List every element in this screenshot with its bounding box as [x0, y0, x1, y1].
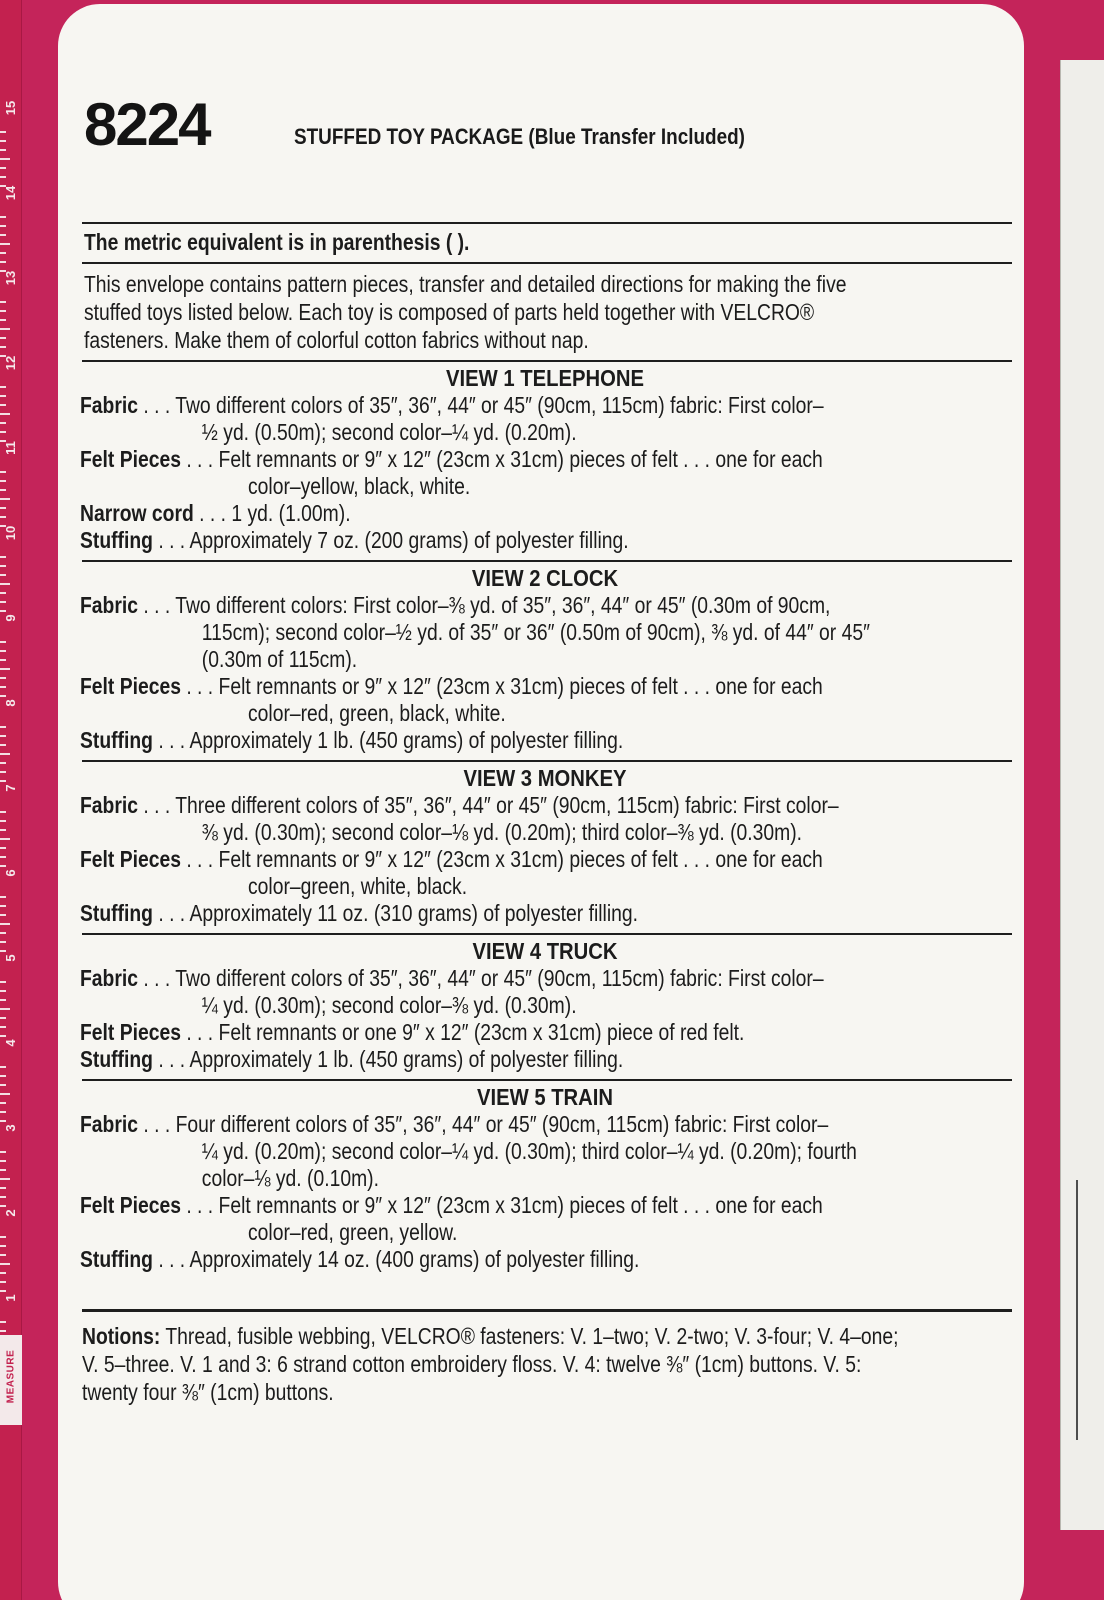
spec-line: Approximately 1 lb. (450 grams) of polyester filling.: [189, 727, 624, 753]
view-heading: VIEW 4 TRUCK: [472, 938, 618, 964]
spec-line: ½ yd. (0.50m); second color–¼ yd. (0.20m).: [201, 419, 577, 445]
ruler-mark: [0, 404, 6, 406]
ruler-mark: [0, 1281, 6, 1283]
ruler-mark: [0, 328, 10, 330]
spec-entry: [80, 1019, 1012, 1046]
ruler-mark: [0, 158, 10, 160]
ruler-mark: [0, 905, 6, 907]
spec-label: Stuffing: [80, 1046, 153, 1072]
spec-line: color–green, white, black.: [248, 873, 468, 899]
spec-line: Felt remnants or one 9″ x 12″ (23cm x 31cm) piece of red felt.: [218, 1019, 745, 1045]
spec-entry-first-line: [80, 500, 1012, 527]
notions-label: Notions:: [82, 1323, 161, 1349]
ruler-mark: [0, 923, 10, 925]
divider: [82, 760, 1012, 762]
ruler-mark: [0, 1178, 10, 1180]
spec-label: Felt Pieces: [80, 446, 181, 472]
view-section: [80, 564, 1022, 760]
ruler-mark: [0, 319, 6, 321]
spec-label: Felt Pieces: [80, 846, 181, 872]
ruler-mark: [0, 686, 6, 688]
pattern-title: STUFFED TOY PACKAGE (Blue Transfer Included): [294, 124, 745, 149]
ruler-mark: [0, 176, 6, 178]
ruler-mark: [0, 1111, 6, 1113]
spec-label: Felt Pieces: [80, 673, 181, 699]
spec-line: color–yellow, black, white.: [248, 473, 471, 499]
spec-label: Fabric: [80, 1111, 138, 1137]
spec-entry: [80, 1111, 1012, 1192]
leader-dots: . . .: [193, 500, 232, 526]
spec-line: 115cm); second color–½ yd. of 35″ or 36″ (0.50m of 90cm), ⅜ yd. of 44″ or 45″: [201, 619, 870, 645]
right-edge-strip: [1076, 1180, 1078, 1440]
ruler-mark: [0, 216, 6, 218]
spec-line: Felt remnants or 9″ x 12″ (23cm x 31cm) pieces of felt . . . one for each: [218, 446, 823, 472]
ruler-mark: [0, 471, 6, 473]
ruler-mark: [0, 234, 6, 236]
ruler-tick-label: 7: [3, 784, 18, 792]
view-section: [80, 1083, 1022, 1279]
ruler-mark: [0, 346, 6, 348]
spec-line: Four different colors of 35″, 36″, 44″ or 45″ (90cm, 115cm) fabric: First color–: [175, 1111, 829, 1137]
ruler-mark: [0, 847, 6, 849]
ruler-mark: [0, 726, 6, 728]
ruler-mark: [0, 811, 6, 813]
ruler-mark: [0, 1196, 6, 1198]
ruler-mark: [0, 941, 6, 943]
ruler-mark: [0, 167, 6, 169]
ruler-mark: [0, 641, 6, 643]
intro-line: stuffed toys listed below. Each toy is composed of parts held together with VELCRO®: [84, 299, 815, 325]
spec-line: Approximately 1 lb. (450 grams) of polyester filling.: [189, 1046, 624, 1072]
title-row: [84, 90, 1004, 170]
ruler-mark: [0, 932, 6, 934]
spec-entry-first-line: [80, 965, 1012, 992]
ruler-mark: [0, 735, 6, 737]
notions-first-line: [82, 1322, 1014, 1350]
ruler-mark: [0, 981, 6, 983]
intro-line: fasteners. Make them of colorful cotton fabrics without nap.: [84, 327, 589, 353]
spec-line: ¼ yd. (0.30m); second color–⅜ yd. (0.30m).: [201, 992, 577, 1018]
ruler-mark: [0, 507, 6, 509]
leader-dots: . . .: [137, 392, 176, 418]
ruler-mark: [0, 1272, 6, 1274]
leader-dots: . . .: [180, 1019, 219, 1045]
spacer: [72, 1279, 1022, 1309]
ruler-mark: [0, 1093, 10, 1095]
notions-line: Thread, fusible webbing, VELCRO® fasteners: V. 1–two; V. 2-two; V. 3-four; V. 4–one;: [165, 1323, 899, 1349]
ruler-mark: [0, 668, 10, 670]
spec-entry-first-line: [80, 900, 1012, 927]
spec-entry-first-line: [80, 673, 1012, 700]
ruler-tick-label: 4: [3, 1039, 18, 1047]
spec-entry-first-line: [80, 1046, 1012, 1073]
ruler-mark: [0, 592, 6, 594]
ruler-mark: [0, 1254, 6, 1256]
spec-label: Fabric: [80, 592, 138, 618]
metric-note: The metric equivalent is in parenthesis ( ).: [84, 229, 470, 255]
ruler-measure-label: [0, 1335, 22, 1425]
spec-label: Fabric: [80, 392, 138, 418]
pattern-number: 8224: [84, 91, 210, 158]
ruler-mark: [0, 999, 6, 1001]
ruler-mark: [0, 1321, 6, 1323]
ruler-mark: [0, 252, 6, 254]
leader-dots: . . .: [137, 592, 176, 618]
ruler-mark: [0, 1026, 6, 1028]
ruler-tick-label: 2: [3, 1209, 18, 1217]
spec-entry: [80, 900, 1012, 927]
divider: [82, 262, 1012, 264]
view-heading: VIEW 1 TELEPHONE: [446, 365, 644, 391]
ruler-mark: [0, 1066, 6, 1068]
ruler-tick-label: 11: [3, 441, 18, 455]
ruler-mark: [0, 762, 6, 764]
divider: [82, 1079, 1012, 1081]
spec-entry-first-line: [80, 527, 1012, 554]
spec-entry: [80, 592, 1012, 673]
ruler-tick-label: 14: [3, 185, 18, 201]
spec-entry: [80, 500, 1012, 527]
spec-line: Two different colors: First color–⅜ yd. of 35″, 36″, 44″ or 45″ (0.30m of 90cm,: [175, 592, 831, 618]
spec-line: Felt remnants or 9″ x 12″ (23cm x 31cm) pieces of felt . . . one for each: [218, 1192, 823, 1218]
spec-entry-first-line: [80, 392, 1012, 419]
ruler-mark: [0, 480, 6, 482]
spec-label: Narrow cord: [80, 500, 194, 526]
ruler-mark: [0, 243, 10, 245]
ruler-mark: [0, 771, 6, 773]
ruler-mark: [0, 225, 6, 227]
intro-line: This envelope contains pattern pieces, transfer and detailed directions for making the five: [84, 271, 847, 297]
spec-entry: [80, 965, 1012, 1019]
spec-line: Three different colors of 35″, 36″, 44″ or 45″ (90cm, 115cm) fabric: First color–: [175, 792, 839, 818]
ruler-mark: [0, 1245, 6, 1247]
ruler-mark: [0, 1151, 6, 1153]
spec-line: ¼ yd. (0.20m); second color–¼ yd. (0.30m); third color–¼ yd. (0.20m); fourth: [201, 1138, 857, 1164]
ruler-mark: [0, 753, 10, 755]
ruler-tick-label: 3: [3, 1124, 18, 1132]
spec-line: color–⅛ yd. (0.10m).: [201, 1165, 379, 1191]
divider: [82, 933, 1012, 935]
ruler-mark: [0, 1017, 6, 1019]
spec-entry: [80, 392, 1012, 446]
spec-line: Approximately 11 oz. (310 grams) of polyester filling.: [189, 900, 638, 926]
divider: [82, 560, 1012, 562]
ruler-mark: [0, 856, 6, 858]
ruler-mark: [0, 556, 6, 558]
spec-label: Felt Pieces: [80, 1019, 181, 1045]
ruler-mark: [0, 896, 6, 898]
view-heading: VIEW 2 CLOCK: [471, 565, 619, 591]
view-heading: VIEW 5 TRAIN: [476, 1084, 614, 1110]
spec-label: Fabric: [80, 965, 138, 991]
ruler-mark: [0, 140, 6, 142]
ruler-mark: [0, 574, 6, 576]
ruler-mark: [0, 744, 6, 746]
ruler-mark: [0, 395, 6, 397]
spec-line: Felt remnants or 9″ x 12″ (23cm x 31cm) pieces of felt . . . one for each: [218, 846, 823, 872]
spec-entry: [80, 446, 1012, 500]
spec-entry-first-line: [80, 1111, 1012, 1138]
ruler-mark: [0, 1169, 6, 1171]
divider: [82, 222, 1012, 224]
spec-line: color–red, green, yellow.: [248, 1219, 458, 1245]
pattern-body: [72, 222, 1022, 1406]
ruler-measure-text: MEASURE: [5, 1349, 17, 1404]
leader-dots: . . .: [152, 727, 190, 753]
spec-entry-first-line: [80, 1019, 1012, 1046]
spec-entry: [80, 1246, 1012, 1273]
leader-dots: . . .: [180, 846, 219, 872]
ruler-tick-label: 12: [3, 355, 18, 371]
ruler-mark: [0, 1160, 6, 1162]
leader-dots: . . .: [180, 446, 219, 472]
spec-entry: [80, 727, 1012, 754]
spec-entry-first-line: [80, 446, 1012, 473]
ruler-mark: [0, 565, 6, 567]
ruler-mark: [0, 820, 6, 822]
ruler-mark: [0, 413, 10, 415]
notions-line: twenty four ⅜″ (1cm) buttons.: [82, 1379, 334, 1405]
spec-entry: [80, 1192, 1012, 1246]
ruler-mark: [0, 301, 6, 303]
ruler-mark: [0, 422, 6, 424]
spec-entry: [80, 1046, 1012, 1073]
ruler-tick-label: 15: [3, 100, 18, 116]
notions-line: V. 5–three. V. 1 and 3: 6 strand cotton embroidery floss. V. 4: twelve ⅜″ (1cm) buttons. V. 5:: [82, 1351, 862, 1377]
ruler-mark: [0, 498, 10, 500]
leader-dots: . . .: [152, 1246, 190, 1272]
ruler-tick-label: 5: [3, 954, 18, 962]
intro-paragraph: [84, 270, 1016, 354]
spec-entry: [80, 527, 1012, 554]
view-section: [80, 764, 1022, 933]
ruler-mark: [0, 838, 10, 840]
view-section: [80, 937, 1022, 1079]
spec-entry-first-line: [80, 1246, 1012, 1273]
ruler-mark: [0, 149, 6, 151]
ruler-mark: [0, 1084, 6, 1086]
spec-line: Felt remnants or 9″ x 12″ (23cm x 31cm) pieces of felt . . . one for each: [218, 673, 823, 699]
ruler-tick-label: 6: [3, 869, 18, 877]
spec-label: Felt Pieces: [80, 1192, 181, 1218]
spec-line: Approximately 14 oz. (400 grams) of polyester filling.: [189, 1246, 640, 1272]
ruler-tick-label: 8: [3, 699, 18, 707]
leader-dots: . . .: [152, 900, 190, 926]
ruler-mark: [0, 337, 6, 339]
ruler-mark: [0, 583, 10, 585]
spec-entry: [80, 673, 1012, 727]
leader-dots: . . .: [180, 1192, 219, 1218]
right-page-edge: [1060, 60, 1104, 1530]
ruler-tick-label: 10: [3, 525, 18, 541]
spec-line: ⅜ yd. (0.30m); second color–⅛ yd. (0.20m); third color–⅜ yd. (0.30m).: [201, 819, 803, 845]
ruler-mark: [0, 1330, 6, 1332]
view-heading: VIEW 3 MONKEY: [463, 765, 627, 791]
spec-line: 1 yd. (1.00m).: [231, 500, 351, 526]
ruler-mark: [0, 1102, 6, 1104]
spec-label: Stuffing: [80, 900, 153, 926]
divider: [82, 1309, 1012, 1312]
spec-line: Two different colors of 35″, 36″, 44″ or 45″ (90cm, 115cm) fabric: First color–: [175, 392, 824, 418]
notions-paragraph: [82, 1322, 1014, 1406]
leader-dots: . . .: [137, 1111, 176, 1137]
ruler-tick-label: 1: [3, 1294, 18, 1302]
ruler-mark: [0, 1075, 6, 1077]
ruler-mark: [0, 1236, 6, 1238]
spec-entry-first-line: [80, 846, 1012, 873]
spec-label: Fabric: [80, 792, 138, 818]
spec-entry: [80, 792, 1012, 846]
ruler-mark: [0, 261, 6, 263]
ruler-mark: [0, 1263, 10, 1265]
spec-label: Stuffing: [80, 727, 153, 753]
view-section: [80, 364, 1022, 560]
leader-dots: . . .: [152, 527, 190, 553]
ruler-mark: [0, 914, 6, 916]
ruler-mark: [0, 431, 6, 433]
ruler-mark: [0, 990, 6, 992]
spec-line: color–red, green, black, white.: [248, 700, 506, 726]
spec-entry: [80, 846, 1012, 900]
ruler-mark: [0, 659, 6, 661]
ruler-mark: [0, 1187, 6, 1189]
ruler-mark: [0, 310, 6, 312]
ruler-mark: [0, 829, 6, 831]
leader-dots: . . .: [180, 673, 219, 699]
ruler-mark: [0, 650, 6, 652]
spec-entry-first-line: [80, 792, 1012, 819]
spec-line: Approximately 7 oz. (200 grams) of polyester filling.: [189, 527, 629, 553]
ruler-mark: [0, 677, 6, 679]
ruler-tick-label: 9: [3, 614, 18, 622]
ruler-mark: [0, 601, 6, 603]
spec-line: (0.30m of 115cm).: [201, 646, 358, 672]
divider: [82, 360, 1012, 362]
leader-dots: . . .: [152, 1046, 190, 1072]
leader-dots: . . .: [137, 792, 176, 818]
ruler-mark: [0, 489, 6, 491]
ruler-mark: [0, 131, 6, 133]
spec-line: Two different colors of 35″, 36″, 44″ or 45″ (90cm, 115cm) fabric: First color–: [175, 965, 824, 991]
spec-label: Stuffing: [80, 1246, 153, 1272]
leader-dots: . . .: [137, 965, 176, 991]
ruler-tick-label: 13: [3, 270, 18, 286]
ruler-mark: [0, 1008, 10, 1010]
ruler-mark: [0, 516, 6, 518]
spec-label: Stuffing: [80, 527, 153, 553]
ruler-mark: [0, 386, 6, 388]
spec-entry-first-line: [80, 1192, 1012, 1219]
spec-entry-first-line: [80, 727, 1012, 754]
spec-entry-first-line: [80, 592, 1012, 619]
